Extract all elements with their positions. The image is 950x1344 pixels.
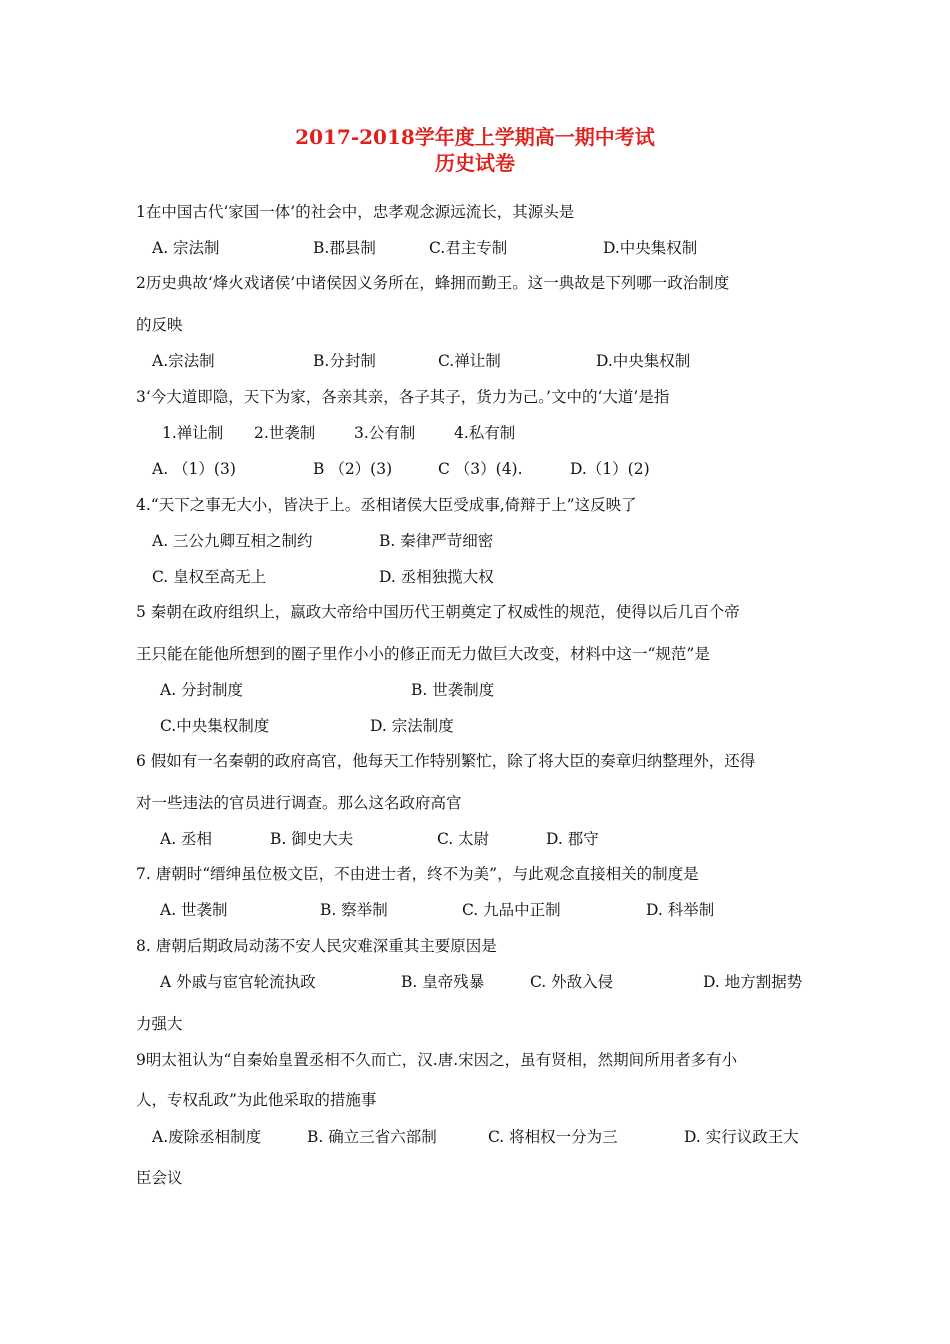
question-5-option-b: B. 世袭制度 (411, 681, 495, 699)
question-6-stem-line-1: 6 假如有一名秦朝的政府高官，他每天工作特别繁忙，除了将大臣的奏章归纳整理外，还得 (136, 752, 756, 770)
exam-subtitle: 历史试卷 (435, 151, 515, 175)
question-1-option-c: C.君主专制 (429, 239, 508, 257)
question-8-option-d: D. 地方割据势 (703, 973, 803, 991)
question-1-option-a: A. 宗法制 (152, 239, 220, 257)
question-7-option-a: A. 世袭制 (160, 901, 228, 919)
question-5-stem-line-2: 王只能在能他所想到的圈子里作小小的修正而无力做巨大改变，材料中这一“规范”是 (136, 645, 710, 663)
question-9-option-a: A.废除丞相制度 (152, 1128, 262, 1146)
question-1-option-b: B.郡县制 (313, 239, 376, 257)
question-9-stem-line-2: 人，专权乱政”为此他采取的措施事 (136, 1091, 377, 1109)
question-3-item-4: 4.私有制 (454, 424, 516, 442)
question-2-option-c: C.禅让制 (438, 352, 501, 370)
question-4-stem: 4.“天下之事无大小，皆决于上。丞相诸侯大臣受成事,倚辩于上”这反映了 (136, 496, 637, 514)
question-9-option-b: B. 确立三省六部制 (307, 1128, 437, 1146)
question-4-option-c: C. 皇权至高无上 (152, 568, 267, 586)
question-5-stem-line-1: 5 秦朝在政府组织上，嬴政大帝给中国历代王朝奠定了权威性的规范，使得以后几百个帝 (136, 603, 740, 621)
question-2-option-d: D.中央集权制 (596, 352, 691, 370)
question-9-stem-line-1: 9明太祖认为“自秦始皇置丞相不久而亡，汉.唐.宋因之，虽有贤相，然期间所用者多有小 (136, 1051, 738, 1069)
question-3-option-d: D.（1）(2) (570, 460, 650, 478)
question-3-item-3: 3.公有制 (354, 424, 416, 442)
question-3-item-2: 2.世袭制 (254, 424, 316, 442)
question-8-option-b: B. 皇帝残暴 (401, 973, 485, 991)
question-9-option-d: D. 实行议政王大 (684, 1128, 799, 1146)
question-7-option-d: D. 科举制 (646, 901, 715, 919)
question-4-option-a: A. 三公九卿互相之制约 (152, 532, 313, 550)
question-8-option-c: C. 外敌入侵 (530, 973, 614, 991)
question-9-option-c: C. 将相权一分为三 (488, 1128, 618, 1146)
question-6-stem-line-2: 对一些违法的官员进行调查。那么这名政府高官 (136, 794, 462, 812)
question-6-option-b: B. 御史大夫 (270, 830, 354, 848)
question-3-stem: 3‘今大道即隐，天下为家，各亲其亲，各子其子，货力为己。’文中的‘大道’是指 (136, 388, 670, 406)
question-3-option-b: B （2）(3) (313, 460, 393, 478)
question-6-option-d: D. 郡守 (546, 830, 599, 848)
question-2-stem-line-1: 2历史典故‘烽火戏诸侯’中诸侯因义务所在，蜂拥而勤王。这一典故是下列哪一政治制度 (136, 274, 730, 292)
question-6-option-a: A. 丞相 (160, 830, 213, 848)
question-8-option-a: A 外戚与宦官轮流执政 (160, 973, 316, 991)
question-8-option-d-continuation: 力强大 (136, 1015, 183, 1033)
question-3-option-c: C （3）(4). (438, 460, 523, 478)
question-2-option-a: A.宗法制 (152, 352, 215, 370)
question-1-stem: 1在中国古代‘家国一体’的社会中，忠孝观念源远流长，其源头是 (136, 203, 575, 221)
question-4-option-d: D. 丞相独揽大权 (379, 568, 494, 586)
question-1-option-d: D.中央集权制 (603, 239, 698, 257)
question-7-option-c: C. 九品中正制 (462, 901, 561, 919)
question-5-option-d: D. 宗法制度 (370, 717, 454, 735)
question-5-option-c: C.中央集权制度 (160, 717, 270, 735)
question-7-stem: 7. 唐朝时“缙绅虽位极文臣，不由进士者，终不为美”，与此观念直接相关的制度是 (136, 865, 699, 883)
question-8-stem: 8. 唐朝后期政局动荡不安人民灾难深重其主要原因是 (136, 937, 497, 955)
question-3-item-1: 1.禅让制 (162, 424, 224, 442)
question-7-option-b: B. 察举制 (320, 901, 388, 919)
question-5-option-a: A. 分封制度 (160, 681, 244, 699)
question-9-option-d-continuation: 臣会议 (136, 1169, 183, 1187)
question-4-option-b: B. 秦律严苛细密 (379, 532, 494, 550)
question-2-stem-line-2: 的反映 (136, 316, 183, 334)
exam-title: 2017-2018学年度上学期高一期中考试 (295, 125, 655, 149)
question-2-option-b: B.分封制 (313, 352, 376, 370)
question-3-option-a: A. （1）(3) (152, 460, 236, 478)
question-6-option-c: C. 太尉 (437, 830, 490, 848)
